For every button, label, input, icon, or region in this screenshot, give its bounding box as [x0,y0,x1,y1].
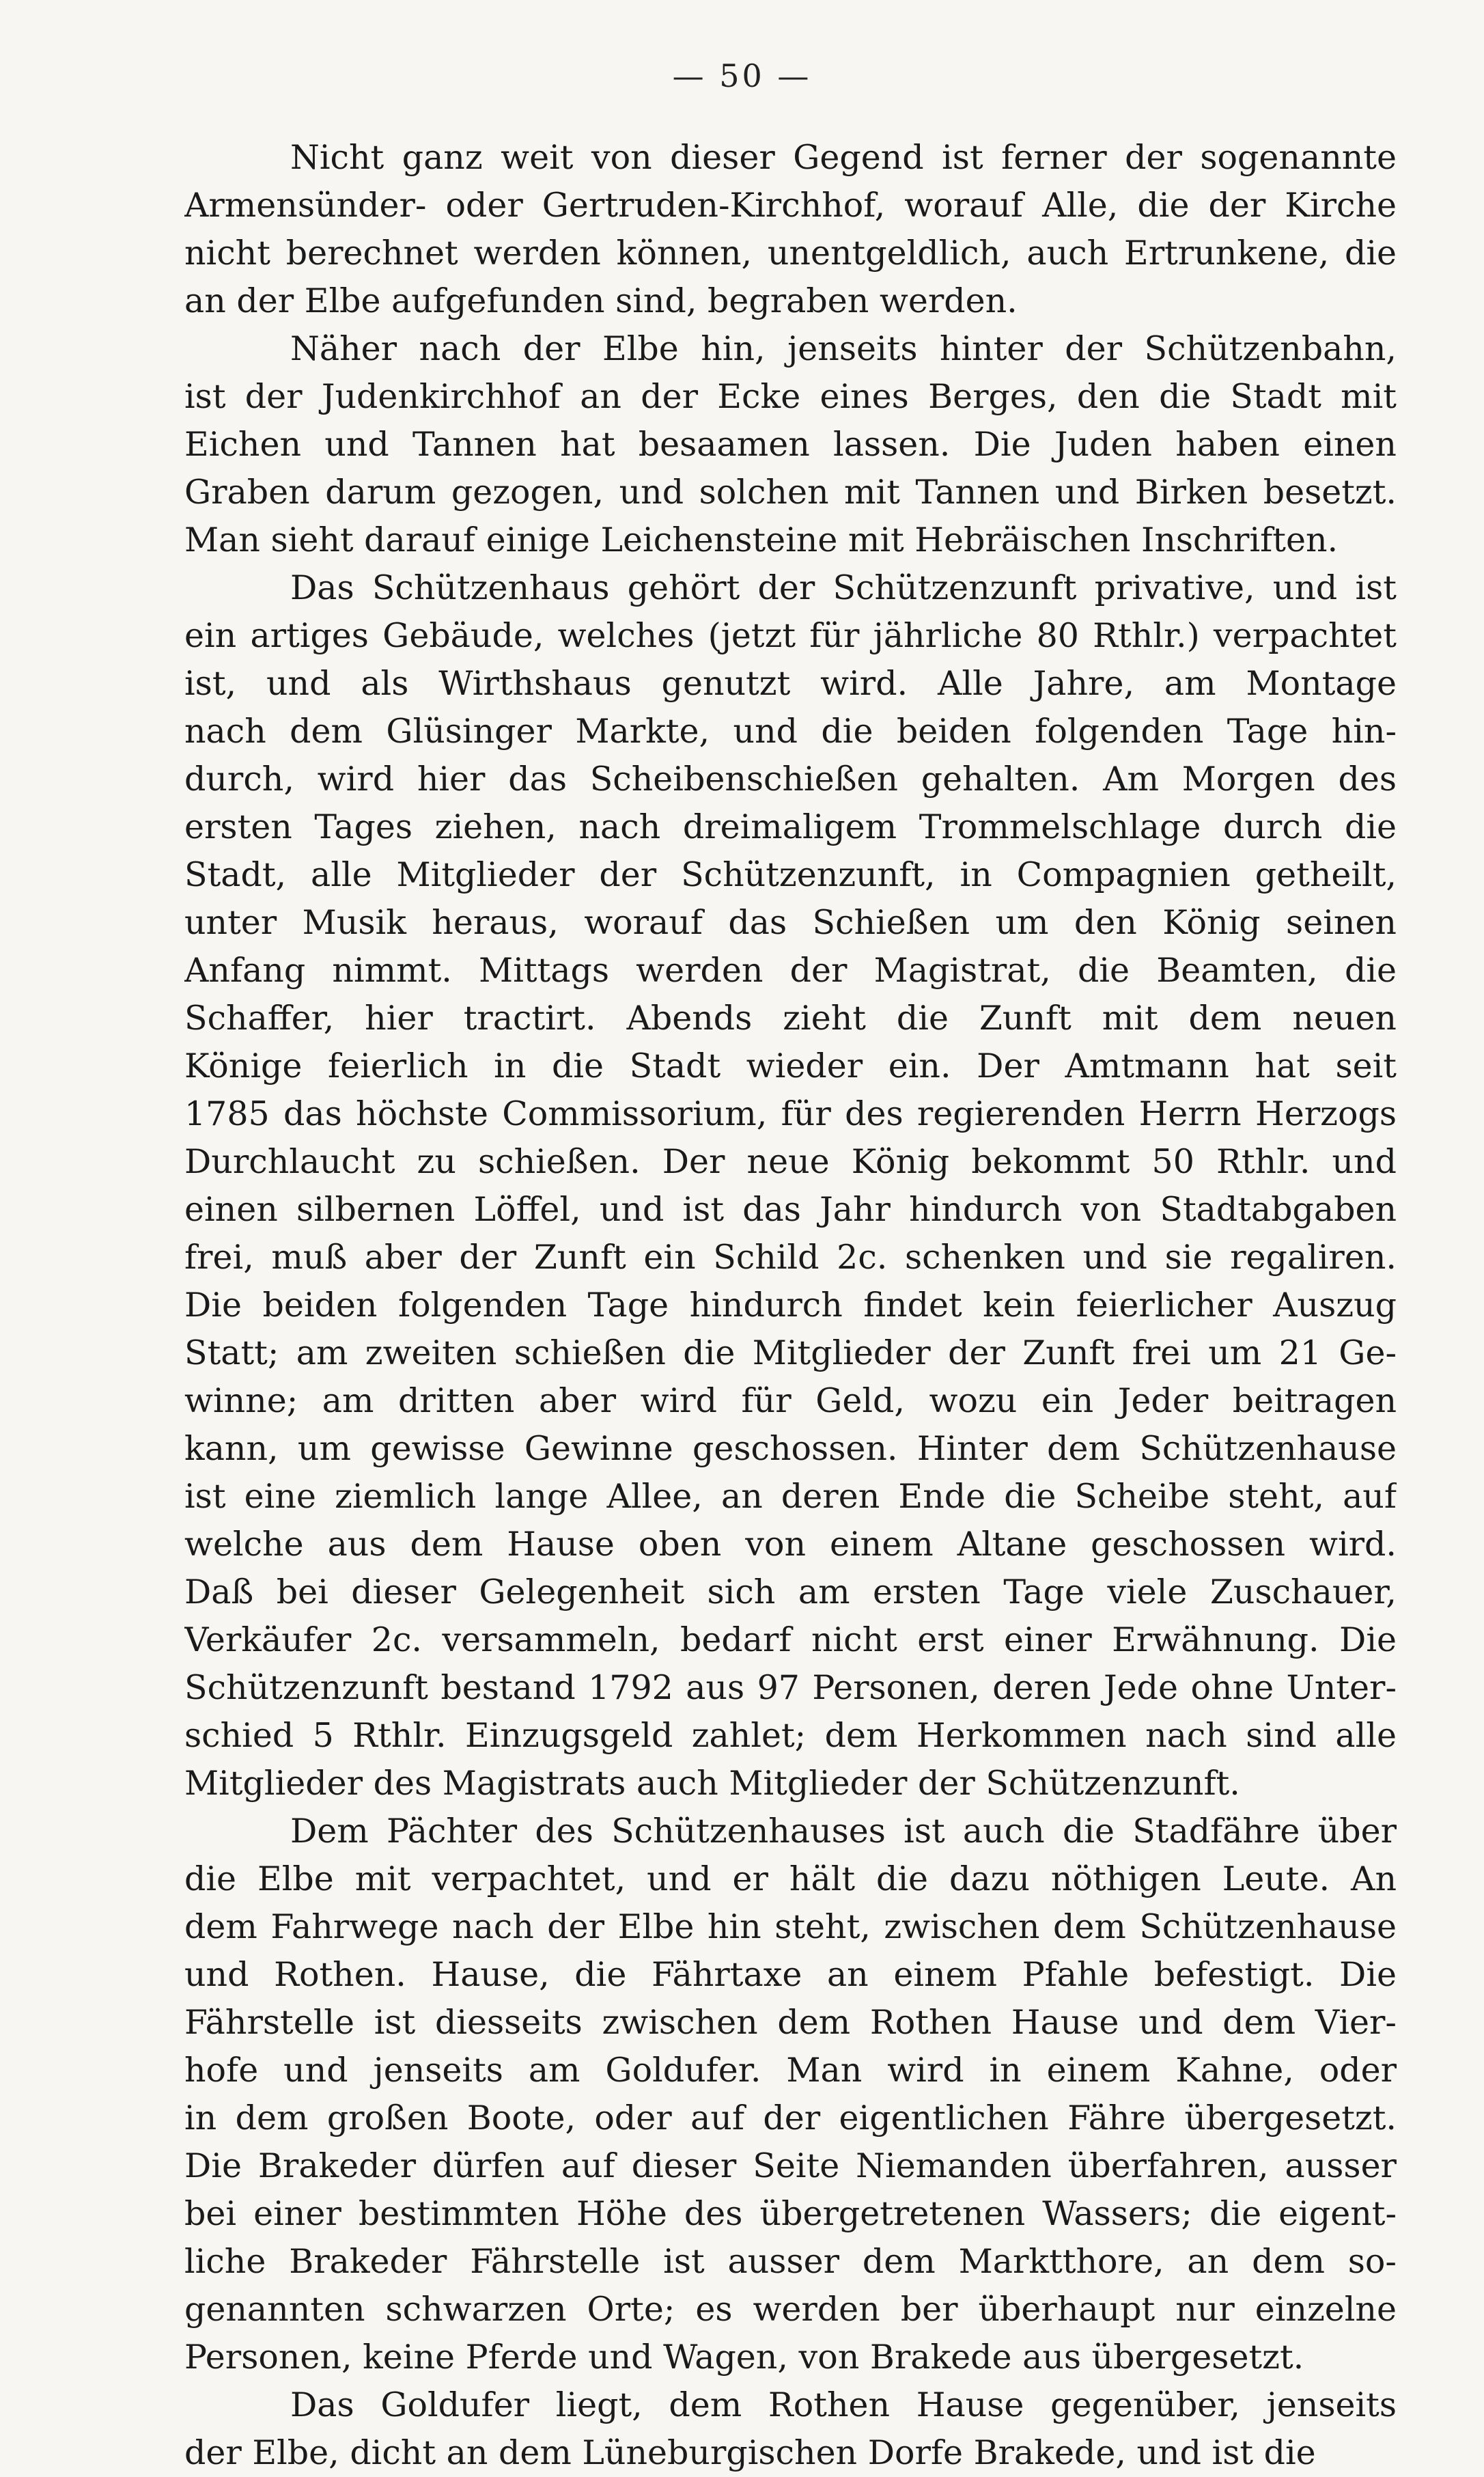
text-line: die Elbe mit verpachtet, und er hält die dazu nöthigen Leute. An [184,1859,1397,1898]
paragraph [184,564,1397,1808]
text-line: Durchlaucht zu schießen. Der neue König bekommt 50 Rthlr. und [184,1142,1397,1181]
text-line: nicht berechnet werden können, unentgeldlich, auch Ertrunkene, die [184,234,1397,273]
text-line: dem Fahrwege nach der Elbe hin steht, zwischen dem Schützenhause [184,1907,1397,1946]
text-line: frei, muß aber der Zunft ein Schild 2c. schenken und sie regaliren. [184,1238,1397,1277]
text-line: einen silbernen Löffel, und ist das Jahr hindurch von Stadtabgaben [184,1190,1397,1229]
text-line: Schaffer, hier tractirt. Abends zieht die Zunft mit dem neuen [184,999,1397,1038]
paragraph [184,1808,1397,2381]
text-line: nach dem Glüsinger Markte, und die beiden folgenden Tage hin- [184,712,1397,751]
text-line: genannten schwarzen Orte; es werden ber überhaupt nur einzelne [184,2290,1397,2329]
text-line: Näher nach der Elbe hin, jenseits hinter der Schützenbahn, [290,329,1397,368]
text-line: kann, um gewisse Gewinne geschossen. Hinter dem Schützenhause [184,1429,1397,1468]
text-line: an der Elbe aufgefunden sind, begraben werden. [184,281,1018,320]
text-line: Die beiden folgenden Tage hindurch findet kein feierlicher Auszug [184,1286,1397,1325]
text-line: Daß bei dieser Gelegenheit sich am ersten Tage viele Zuschauer, [184,1573,1397,1611]
text-line: ist der Judenkirchhof an der Ecke eines Berges, den die Stadt mit [184,377,1397,416]
text-line: Verkäufer 2c. versammeln, bedarf nicht erst einer Erwähnung. Die [184,1620,1397,1659]
text-line: Das Goldufer liegt, dem Rothen Hause gegenüber, jenseits [290,2385,1397,2424]
text-line: in dem großen Boote, oder auf der eigentlichen Fähre übergesetzt. [184,2099,1397,2137]
text-line: durch, wird hier das Scheibenschießen gehalten. Am Morgen des [184,760,1397,799]
body-text [184,134,1397,2477]
text-line: Eichen und Tannen hat besaamen lassen. Die Juden haben einen [184,425,1397,464]
text-line: Könige feierlich in die Stadt wieder ein. Der Amtmann hat seit [184,1047,1397,1085]
text-line: ersten Tages ziehen, nach dreimaligem Trommelschlage durch die [184,807,1397,846]
text-line: Schützenzunft bestand 1792 aus 97 Personen, deren Jede ohne Unter- [184,1668,1397,1707]
paragraph [184,325,1397,564]
text-line: und Rothen. Hause, die Fährtaxe an einem Pfahle befestigt. Die [184,1955,1397,1994]
text-line: schied 5 Rthlr. Einzugsgeld zahlet; dem Herkommen nach sind alle [184,1716,1397,1755]
text-line: ist, und als Wirthshaus genutzt wird. Alle Jahre, am Montage [184,664,1397,703]
text-line: Das Schützenhaus gehört der Schützenzunft privative, und ist [290,568,1397,607]
text-line: Statt; am zweiten schießen die Mitglieder der Zunft frei um 21 Ge- [184,1333,1397,1372]
text-line: hofe und jenseits am Goldufer. Man wird in einem Kahne, oder [184,2051,1397,2090]
text-line: Anfang nimmt. Mittags werden der Magistrat, die Beamten, die [184,951,1397,990]
text-line: Armensünder- oder Gertruden-Kirchhof, worauf Alle, die der Kirche [184,186,1397,225]
text-line: Fährstelle ist diesseits zwischen dem Rothen Hause und dem Vier- [184,2003,1397,2042]
paragraph [184,134,1397,325]
text-line: Personen, keine Pferde und Wagen, von Brakede aus übergesetzt. [184,2338,1304,2377]
page-number: — 50 — [672,57,812,94]
paragraph [184,2381,1397,2477]
text-line: welche aus dem Hause oben von einem Altane geschossen wird. [184,1525,1397,1564]
text-line: ein artiges Gebäude, welches (jetzt für jährliche 80 Rthlr.) verpachtet [184,616,1397,655]
text-line: Dem Pächter des Schützenhauses ist auch die Stadfähre über [290,1812,1397,1851]
text-line: Man sieht darauf einige Leichensteine mit Hebräischen Inschriften. [184,521,1339,559]
text-line: 1785 das höchste Commissorium, für des regierenden Herrn Herzogs [184,1094,1397,1133]
text-line: Nicht ganz weit von dieser Gegend ist ferner der sogenannte [290,138,1397,177]
text-line: Mitglieder des Magistrats auch Mitglieder der Schützenzunft. [184,1764,1240,1803]
text-line: der Elbe, dicht an dem Lüneburgischen Dorfe Brakede, und ist die [184,2433,1316,2472]
text-line: Stadt, alle Mitglieder der Schützenzunft, in Compagnien getheilt, [184,855,1397,894]
text-line: Graben darum gezogen, und solchen mit Tannen und Birken besetzt. [184,473,1397,512]
text-line: liche Brakeder Fährstelle ist ausser dem Marktthore, an dem so- [184,2242,1397,2281]
text-line: unter Musik heraus, worauf das Schießen um den König seinen [184,903,1397,942]
text-line: ist eine ziemlich lange Allee, an deren Ende die Scheibe steht, auf [184,1477,1397,1516]
text-line: Die Brakeder dürfen auf dieser Seite Niemanden überfahren, ausser [184,2146,1397,2185]
text-line: bei einer bestimmten Höhe des übergetretenen Wassers; die eigent- [184,2194,1397,2233]
text-line: winne; am dritten aber wird für Geld, wozu ein Jeder beitragen [184,1381,1397,1420]
